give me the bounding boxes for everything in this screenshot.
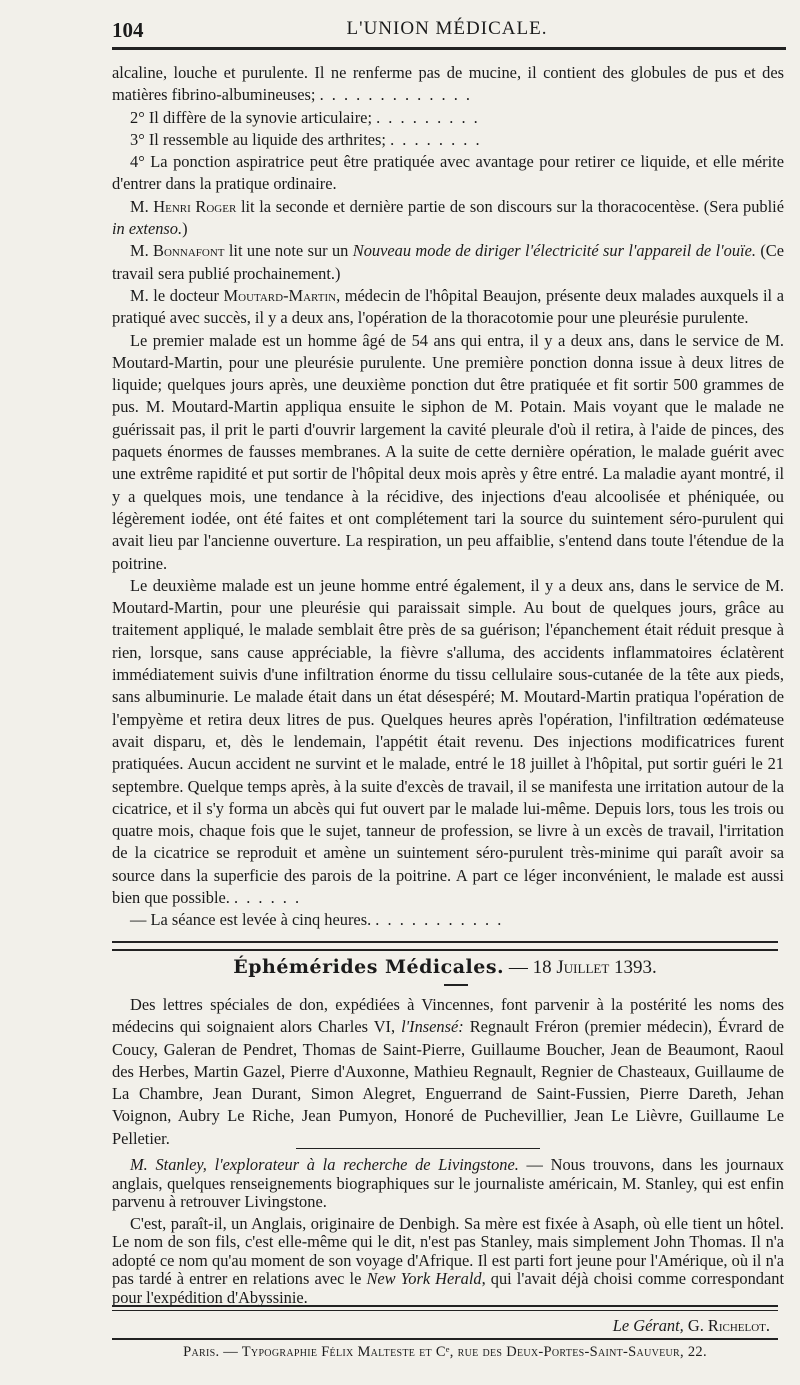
- page-header: [112, 14, 782, 48]
- paragraph-stanley-intro: M. Stanley, l'explorateur à la recherche de Livingstone. — Nous trouvons, dans les journaux anglais, quelques renseignements biographiques sur le journaliste américain, M. Stanley, qui est enfin parvenu à retrouver Livingstone.: [112, 1155, 784, 1211]
- ephemerides-date-year: 1393.: [614, 957, 657, 978]
- header-rule: [112, 47, 786, 50]
- paragraph-fluid-properties: alcaline, louche et purulente. Il ne renferme pas de mucine, il contient des globules de pus et des matières fibrino-albumineuses; . . . . . . . . . . . . .: [112, 63, 784, 105]
- stanley-article: [112, 1156, 784, 1307]
- paragraph-stanley-bio: C'est, paraît-il, un Anglais, originaire de Denbigh. Sa mère est fixée à Asaph, où elle tient un hôtel. Le nom de son fils, c'est elle-même qui le dit, n'est pas Stanley, mais simplement John Thomas. Il n'a adopté ce nom qu'au moment de son voyage d'Afrique. Il est parti fort jeune pour l'Amérique, où il n'a pas tardé à entrer en relations avec le New York Herald, qui l'avait déjà choisi comme correspondant pour l'expédition d'Abyssinie.: [112, 1213, 785, 1307]
- printer-imprint: Paris. — Typographie Félix Malteste et Cᵉ, rue des Deux-Portes-Saint-Sauveur, 22.: [183, 1344, 707, 1360]
- short-rule: [296, 1148, 540, 1149]
- page-number: 104: [112, 18, 144, 42]
- ephemerides-text: [112, 994, 784, 1150]
- ephemerides-date-month: Juillet: [556, 957, 610, 978]
- paragraph-second-patient: Le deuxième malade est un jeune homme entré également, il y a deux ans, dans le service de M. Moutard-Martin, pour une pleurésie qui paraissait simple. Au bout de quelques jours, grâce au traitement appliqué, le malade semblait être près de sa guérison; l'épanchement était réduit presque à rien, lorsque, sans cause appréciable, la fièvre s'alluma, des accidents inflammatoires éclatèrent immédiatement suivis d'une infiltration énorme du tissu cellulaire sous-cutanée de la tête aux pieds, sans albuminurie. Le malade était dans un état désespéré; M. Moutard-Martin pratiqua l'opération de l'empyème et retira deux litres de pus. Quelques heures après l'opération, l'infiltration œdémateuse avait disparu, et, dès le lendemain, l'appétit était revenu. Des injections modificatrices furent pratiquées. Aucun accident ne survint et le malade, entré le 18 juillet à l'hôpital, put sortir guéri le 21 septembre. Quelque temps après, à la suite d'excès de travail, il se manifesta une irritation autour de la cicatrice, et il s'y forma un abcès qui fut ouvert par le malade lui-même. Depuis lors, tous les trois ou quatre mois, chaque fois que le sujet, tanneur de profession, se livre à un excès de travail, l'irritation de la cicatrice se reproduit et amène un suintement séro-purulent très-minime qui paraît avoir sa source dans la superficie des parois de la poitrine. A part ce léger inconvénient, le malade est aussi bien que possible. . . . . . .: [112, 575, 784, 907]
- paragraph-session-closed: — La séance est levée à cinq heures. . . . . . . . . . . .: [130, 910, 504, 930]
- ephemerides-title: Éphémérides Médicales.: [233, 956, 505, 978]
- running-title: L'UNION MÉDICALE.: [346, 18, 548, 39]
- ephemerides-date-day: 18: [532, 957, 552, 978]
- ephemerides-dash-rule: [444, 984, 468, 986]
- section-double-rule: [112, 941, 778, 951]
- footer-double-rule: [112, 1305, 778, 1311]
- paragraph-roger: M. Henri Roger lit la seconde et dernière partie de son discours sur la thoracocentèse. (Sera publié in extenso.): [112, 196, 784, 239]
- footer-rule: [112, 1338, 778, 1340]
- paragraph-charles-vi-physicians: Des lettres spéciales de don, expédiées à Vincennes, font parvenir à la postérité les noms des médecins qui soignaient alors Charles VI, l'Insensé: Regnault Fréron (premier médecin), Évrard de Coucy, Galeran de Pendret, Thomas de Saint-Pierre, Guillaume Boucher, Jean de Beaumont, Raoul des Herbes, Martin Gazel, Pierre d'Auxonne, Mathieu Regnault, Regnier de Chasteaux, Guillaume de La Chambre, Jean Durant, Simon Alegret, Enguerrand de Saint-Fussien, Pierre Dareth, Jehan Voignon, Aubry Le Riche, Jean Pumyon, Honoré de Puchevillier, Jean Le Lièvre, Guillaume Le Pelletier.: [112, 995, 784, 1148]
- paragraph-point-2: 2° Il diffère de la synovie articulaire; . . . . . . . . .: [130, 107, 480, 127]
- paragraph-first-patient: Le premier malade est un homme âgé de 54 ans qui entra, il y a deux ans, dans le service de M. Moutard-Martin, pour une pleurésie purulente. Une première ponction donna issue à deux litres de liquide; quelques jours après, une deuxième ponction dut être pratiquée et fit sortir 500 grammes de pus. M. Moutard-Martin appliqua ensuite le siphon de M. Potain. Mais voyant que le malade ne guérissait pas, il prit le parti d'ouvrir largement la cavité pleurale d'où il retira, à l'aide de pinces, des paquets énormes de fausses membranes. A la suite de cette dernière opération, le malade guérit avec une extrême rapidité et put sortir de l'hôpital deux mois après y être entré. La maladie ayant montré, il y a quelques mois, une tendance à la récidive, des injections d'eau alcoolisée et phéniquée, ou légèrement iodée, ont été faites et ont complétement tari la source du suintement séro-purulent qui avait lieu par l'ancienne ouverture. La respiration, un peu affaiblie, s'entend dans toute l'étendue de la poitrine.: [112, 330, 784, 573]
- session-report: [112, 62, 784, 932]
- paragraph-moutard-martin: M. le docteur Moutard-Martin, médecin de l'hôpital Beaujon, présente deux malades auxquels il a pratiqué avec succès, il y a deux ans, l'opération de la thoracotomie pour une pleurésie purulente.: [112, 285, 784, 328]
- paragraph-point-3: 3° Il ressemble au liquide des arthrites; . . . . . . . .: [130, 129, 482, 149]
- paragraph-point-4: 4° La ponction aspiratrice peut être pratiquée avec avantage pour retirer ce liquide, et elle mérite d'entrer dans la pratique ordinaire.: [112, 152, 784, 194]
- ephemerides-heading: Éphémérides Médicales. — 18 Juillet 1393.: [233, 956, 657, 978]
- gerant-signature: Le Gérant, G. Richelot.: [612, 1316, 770, 1335]
- paragraph-bonnafont: M. Bonnafont lit une note sur un Nouveau mode de diriger l'électricité sur l'appareil de l'ouïe. (Ce travail sera publié prochainement.): [112, 241, 785, 283]
